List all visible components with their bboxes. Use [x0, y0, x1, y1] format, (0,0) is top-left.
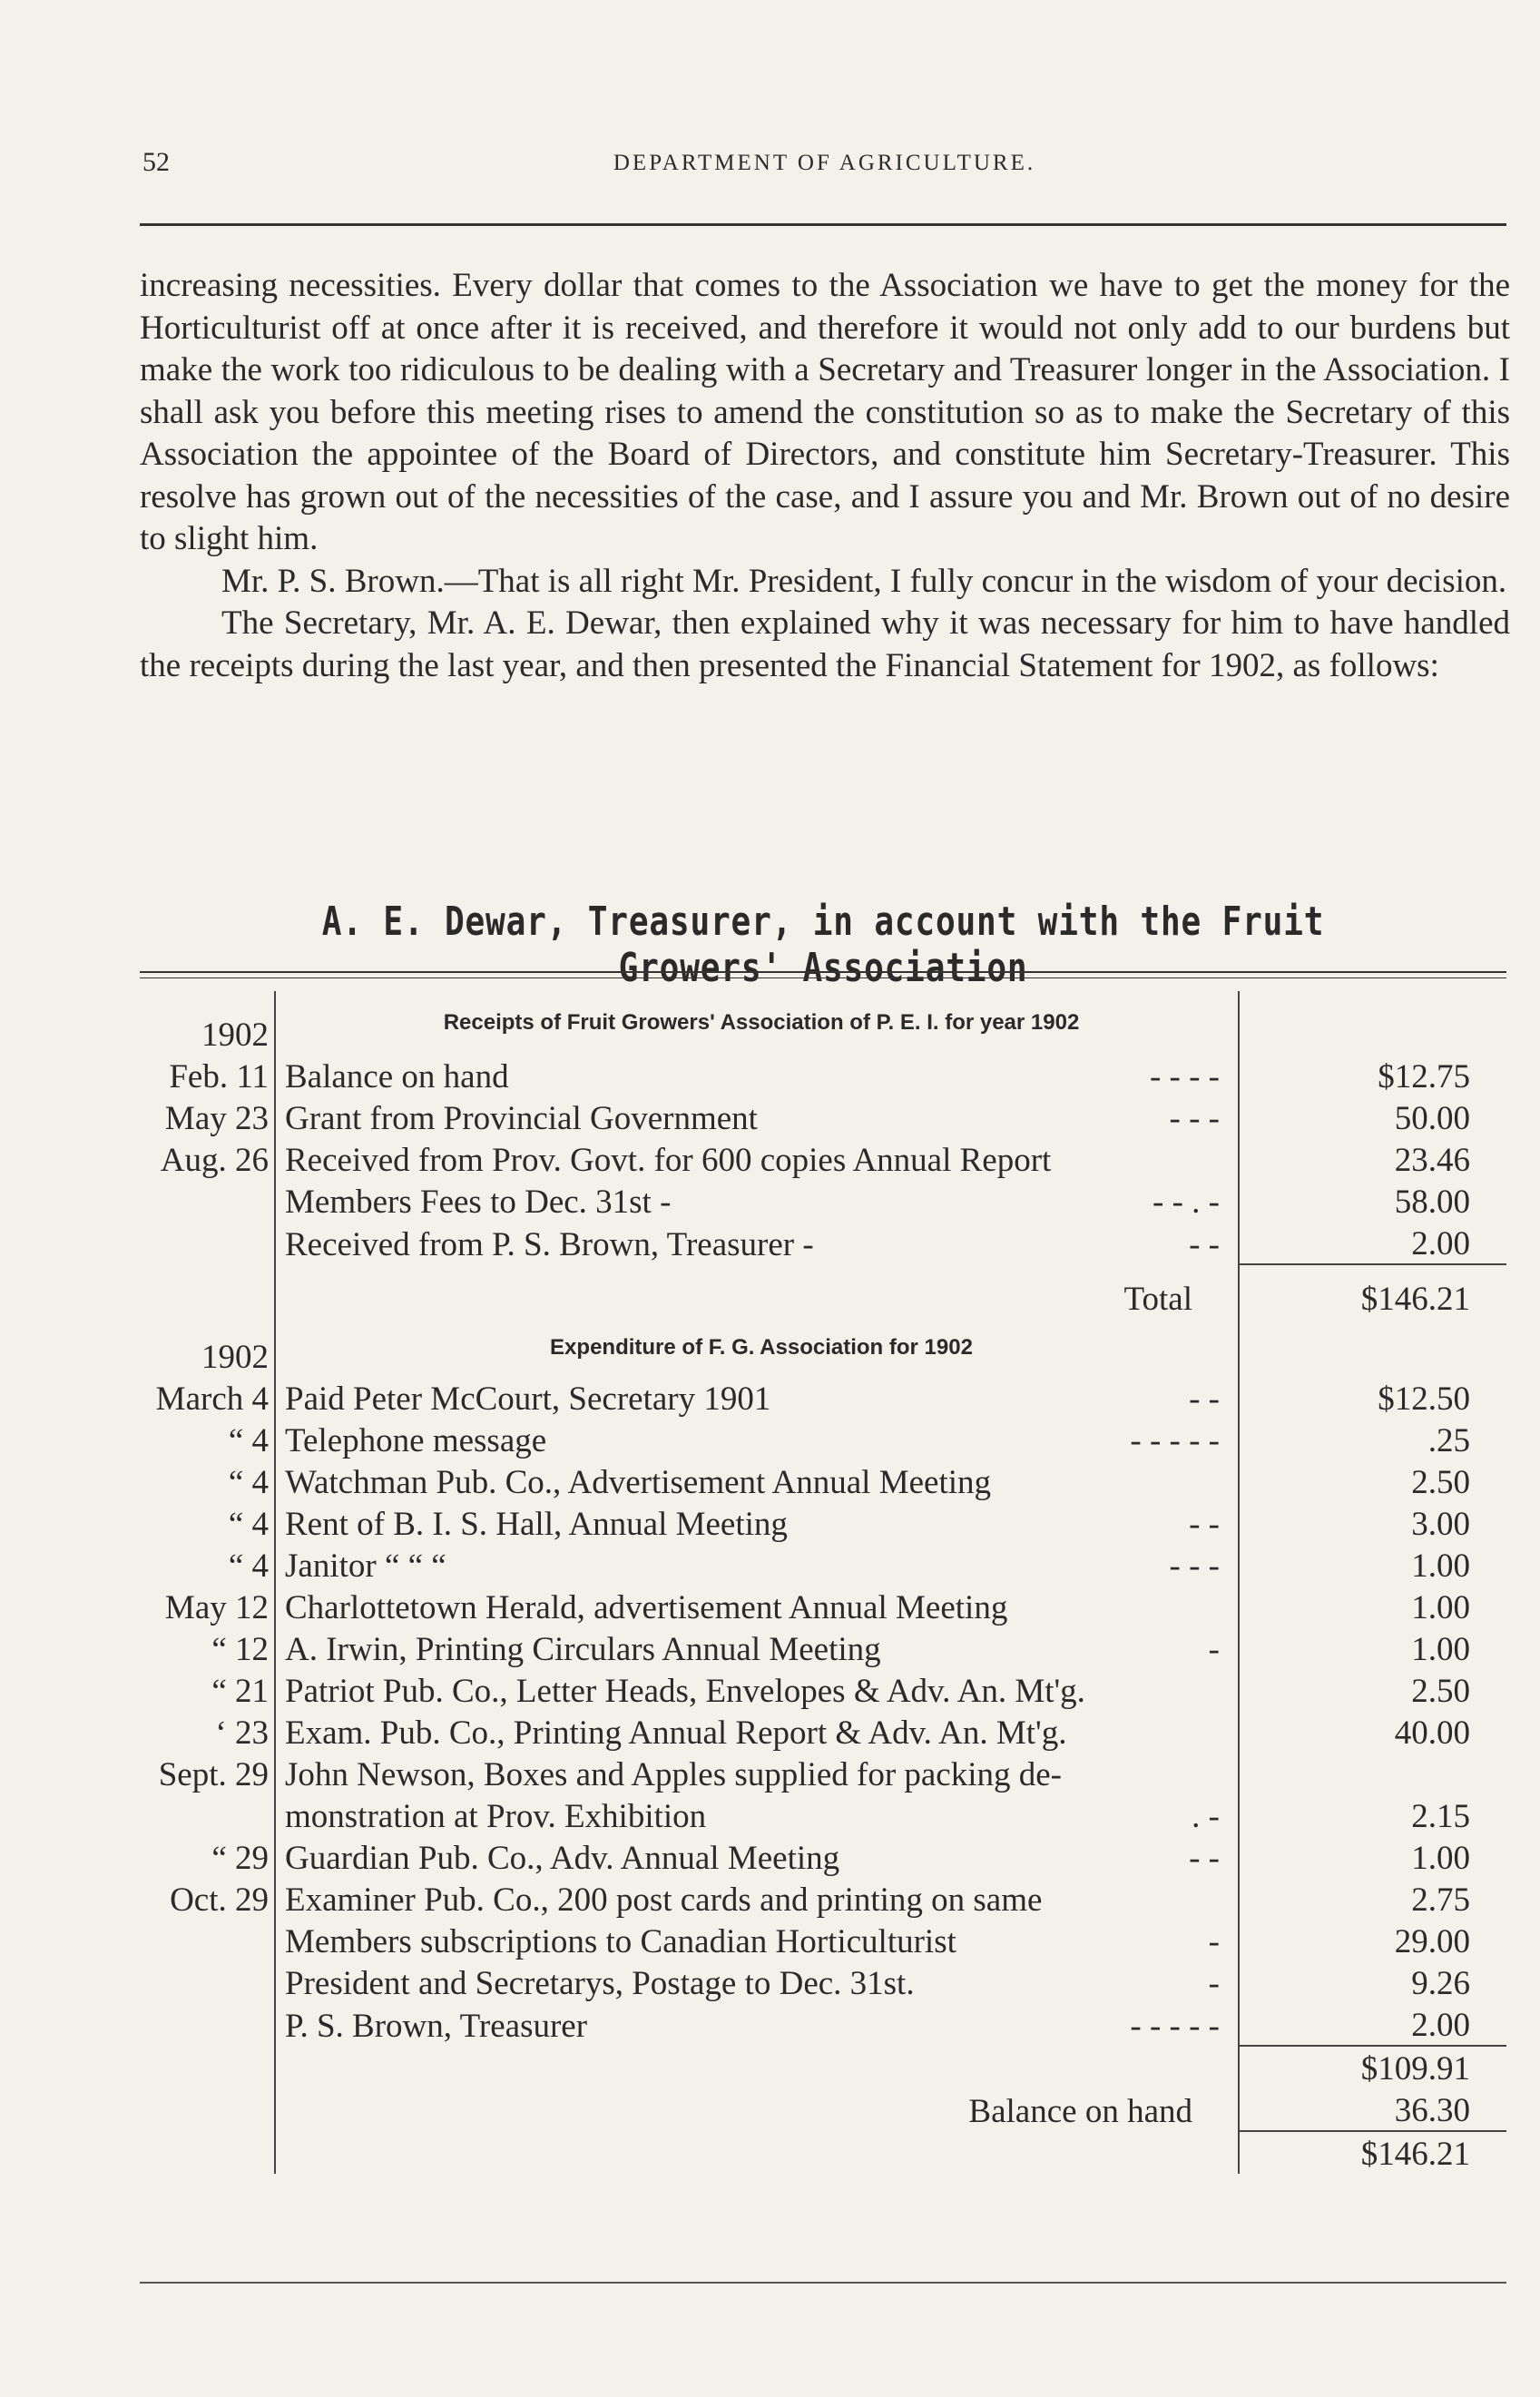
expenditure-row: [140, 1586, 1506, 1627]
leader-dashes: - - . -: [1153, 1184, 1220, 1221]
entry-date: [140, 1920, 275, 1961]
expenditure-subtotal: $109.91: [1239, 2046, 1506, 2088]
entry-text: Guardian Pub. Co., Adv. Annual Meeting: [285, 1840, 840, 1877]
entry-text: A. Irwin, Printing Circulars Annual Meeting: [285, 1631, 881, 1668]
expenditure-row: [140, 1669, 1506, 1711]
expenditure-row: [140, 1627, 1506, 1669]
entry-amount: 9.26: [1411, 1965, 1470, 2002]
paragraph: Mr. P. S. Brown.—That is all right Mr. President, I fully concur in the wisdom of your decision.: [221, 562, 1507, 600]
entry-description: [275, 1669, 1239, 1711]
entry-amount: 2.00: [1411, 2007, 1470, 2044]
ledger-table: [140, 991, 1506, 2174]
entry-description: [275, 1502, 1239, 1544]
entry-date: May 12: [140, 1586, 275, 1627]
balance-label: Balance on hand: [275, 2088, 1239, 2131]
entry-amount: 50.00: [1394, 1100, 1470, 1137]
entry-description: [275, 1138, 1239, 1180]
expenditure-row: [140, 1544, 1506, 1586]
entry-date: [140, 2131, 275, 2174]
entry-text: monstration at Prov. Exhibition: [285, 1798, 707, 1835]
entry-date: [140, 1961, 275, 2003]
receipts-heading: Receipts of Fruit Growers' Association of P. E. I. for year 1902: [275, 991, 1239, 1055]
receipt-row: [140, 1138, 1506, 1180]
grand-total: $146.21: [1239, 2131, 1506, 2174]
entry-date: [140, 2003, 275, 2046]
leader-dashes: -: [1208, 1965, 1220, 2002]
expenditure-row: [140, 1419, 1506, 1460]
leader-dashes: - - - - -: [1130, 2008, 1220, 2045]
entry-date: [140, 1794, 275, 1836]
page-header: [142, 147, 1506, 183]
entry-description: [275, 1460, 1239, 1502]
entry-text: Received from Prov. Govt. for 600 copies Annual Report: [285, 1142, 1052, 1179]
leader-dashes: [1220, 1881, 1238, 1920]
paragraph: increasing necessities. Every dollar that comes to the Association we have to get the money for the Horticulturist off at once after it is received, and therefore it would not only add to our burdens but make the work too ridiculous to be dealing with a Secretary and Treasurer longer in the Association. I shall ask you before this meeting rises to amend the constitution so as to make the Secretary of this Association the appointee of the Board of Directors, and constitute him Secretary-Treasurer. This resolve has grown out of the necessities of the case, and I assure you and Mr. Brown out of no desire to slight him.: [140, 267, 1510, 557]
entry-date: “ 4: [140, 1419, 275, 1460]
entry-text: Watchman Pub. Co., Advertisement Annual Meeting: [285, 1464, 992, 1501]
receipts-year: 1902: [140, 991, 275, 1055]
entry-text: Balance on hand: [285, 1058, 509, 1095]
page-number: 52: [142, 147, 170, 177]
leader-dashes: - -: [1189, 1506, 1220, 1543]
entry-amount: 2.50: [1411, 1673, 1470, 1710]
entry-text: Grant from Provincial Government: [285, 1100, 758, 1137]
receipts-heading-row: [140, 991, 1506, 1055]
receipts-total: $146.21: [1239, 1264, 1506, 1319]
entry-description: [275, 2003, 1239, 2046]
entry-date: Feb. 11: [140, 1055, 275, 1096]
entry-description: [275, 1222, 1239, 1264]
entry-amount: 2.15: [1411, 1798, 1470, 1835]
entry-amount: 1.00: [1411, 1840, 1470, 1877]
entry-description: [275, 1961, 1239, 2003]
leader-dashes: [1220, 1714, 1238, 1753]
receipt-row: [140, 1180, 1506, 1222]
leader-dashes: - - - -: [1149, 1058, 1220, 1095]
entry-text: Exam. Pub. Co., Printing Annual Report & Adv. An. Mt'g.: [285, 1714, 1067, 1752]
expenditure-row: [140, 1711, 1506, 1753]
entry-amount: 29.00: [1394, 1923, 1470, 1960]
entry-description: [275, 1711, 1239, 1753]
expenditure-row: [140, 1961, 1506, 2003]
expenditure-row: [140, 2003, 1506, 2046]
entry-amount: 2.75: [1411, 1881, 1470, 1919]
entry-date: “ 4: [140, 1460, 275, 1502]
entry-amount: $12.75: [1378, 1058, 1470, 1095]
entry-date: “ 12: [140, 1627, 275, 1669]
expenditure-row: [140, 1377, 1506, 1419]
expenditure-row: [140, 1878, 1506, 1920]
entry-text: Members Fees to Dec. 31st -: [285, 1184, 672, 1221]
entry-date: [140, 2088, 275, 2131]
grand-total-row: [140, 2131, 1506, 2174]
entry-date: May 23: [140, 1096, 275, 1138]
leader-dashes: -: [1208, 1923, 1220, 1960]
expenditure-heading-row: [140, 1319, 1506, 1377]
balance-amount: 36.30: [1394, 2092, 1470, 2129]
entry-date: Sept. 29: [140, 1753, 275, 1794]
entry-description: [275, 1878, 1239, 1920]
expenditure-row: [140, 1460, 1506, 1502]
entry-text: Examiner Pub. Co., 200 post cards and printing on same: [285, 1881, 1043, 1919]
entry-amount: 1.00: [1411, 1589, 1470, 1626]
entry-text: P. S. Brown, Treasurer: [285, 2008, 588, 2045]
entry-text: Patriot Pub. Co., Letter Heads, Envelopes & Adv. An. Mt'g.: [285, 1673, 1085, 1710]
entry-amount: 58.00: [1394, 1184, 1470, 1221]
entry-date: “ 4: [140, 1502, 275, 1544]
entry-description: [275, 2046, 1239, 2088]
entry-description: [275, 1753, 1239, 1794]
amount-cell: [1239, 1319, 1506, 1377]
expenditure-year: 1902: [140, 1319, 275, 1377]
entry-text: Members subscriptions to Canadian Horticulturist: [285, 1923, 956, 1960]
expenditure-row: [140, 1794, 1506, 1836]
receipt-row: [140, 1222, 1506, 1264]
leader-dashes: - - -: [1169, 1100, 1220, 1137]
leader-dashes: [1220, 1755, 1238, 1794]
entry-text: Janitor “ “ “: [285, 1547, 446, 1585]
entry-amount: 2.50: [1411, 1464, 1470, 1501]
entry-date: Oct. 29: [140, 1878, 275, 1920]
entry-date: [140, 1264, 275, 1319]
entry-amount: 23.46: [1394, 1142, 1470, 1179]
entry-date: “ 29: [140, 1836, 275, 1878]
entry-amount: .25: [1427, 1422, 1470, 1459]
entry-date: “ 21: [140, 1669, 275, 1711]
entry-text: John Newson, Boxes and Apples supplied for packing de-: [285, 1756, 1063, 1793]
leader-dashes: - -: [1189, 1380, 1220, 1418]
amount-cell: [1239, 991, 1506, 1055]
leader-dashes: - - - - -: [1130, 1422, 1220, 1459]
entry-amount: 3.00: [1411, 1506, 1470, 1543]
entry-amount: 1.00: [1411, 1547, 1470, 1585]
entry-text: President and Secretarys, Postage to Dec. 31st.: [285, 1965, 915, 2002]
entry-description: [275, 1836, 1239, 1878]
entry-description: [275, 1794, 1239, 1836]
entry-date: Aug. 26: [140, 1138, 275, 1180]
entry-text: Rent of B. I. S. Hall, Annual Meeting: [285, 1506, 788, 1543]
leader-dashes: . -: [1192, 1798, 1220, 1835]
entry-text: Received from P. S. Brown, Treasurer -: [285, 1226, 814, 1263]
leader-dashes: [1220, 1672, 1238, 1711]
title-rule: [140, 971, 1506, 973]
leader-dashes: -: [1208, 1631, 1220, 1668]
entry-description: [275, 1920, 1239, 1961]
total-label: Total: [275, 1264, 1239, 1319]
entry-description: [275, 1096, 1239, 1138]
body-text: [140, 265, 1510, 687]
paragraph: The Secretary, Mr. A. E. Dewar, then explained why it was necessary for him to have handled the receipts during the last year, and then presented the Financial Statement for 1902, as follows:: [140, 604, 1510, 684]
leader-dashes: [1220, 1463, 1238, 1502]
expenditure-row: [140, 1502, 1506, 1544]
entry-amount: 40.00: [1394, 1714, 1470, 1752]
balance-row: [140, 2088, 1506, 2131]
entry-date: “ 4: [140, 1544, 275, 1586]
entry-amount: 2.00: [1411, 1225, 1470, 1262]
receipts-total-row: [140, 1264, 1506, 1319]
entry-date: [140, 1180, 275, 1222]
entry-date: ‘ 23: [140, 1711, 275, 1753]
entry-description: [275, 1055, 1239, 1096]
entry-date: March 4: [140, 1377, 275, 1419]
entry-description: [275, 1180, 1239, 1222]
leader-dashes: [1220, 1141, 1238, 1180]
leader-dashes: [1220, 1588, 1238, 1627]
entry-date: [140, 1222, 275, 1264]
entry-description: [275, 1419, 1239, 1460]
leader-dashes: - - -: [1169, 1547, 1220, 1585]
expenditure-row: [140, 1836, 1506, 1878]
expenditure-heading: Expenditure of F. G. Association for 1902: [275, 1319, 1239, 1377]
leader-dashes: - -: [1189, 1226, 1220, 1263]
receipt-row: [140, 1055, 1506, 1096]
entry-text: Telephone message: [285, 1422, 547, 1459]
entry-amount: $12.50: [1378, 1380, 1470, 1418]
running-title: DEPARTMENT OF AGRICULTURE.: [613, 151, 1036, 175]
entry-description: [275, 2131, 1239, 2174]
expenditure-row: [140, 1920, 1506, 1961]
receipt-row: [140, 1096, 1506, 1138]
entry-date: [140, 2046, 275, 2088]
entry-text: Paid Peter McCourt, Secretary 1901: [285, 1380, 771, 1418]
entry-description: [275, 1544, 1239, 1586]
ledger-bottom-rule: [140, 2282, 1506, 2284]
entry-text: Charlottetown Herald, advertisement Annual Meeting: [285, 1589, 1008, 1626]
entry-description: [275, 1586, 1239, 1627]
account-title: A. E. Dewar, Treasurer, in account with the Fruit Growers' Association: [321, 899, 1325, 991]
entry-amount: 1.00: [1411, 1631, 1470, 1668]
entry-description: [275, 1377, 1239, 1419]
entry-description: [275, 1627, 1239, 1669]
subtotal-row: [140, 2046, 1506, 2088]
entry-amount: [1239, 1753, 1506, 1794]
title-rule-thin: [140, 977, 1506, 978]
header-rule: [140, 223, 1506, 226]
expenditure-row: [140, 1753, 1506, 1794]
leader-dashes: - -: [1189, 1840, 1220, 1877]
